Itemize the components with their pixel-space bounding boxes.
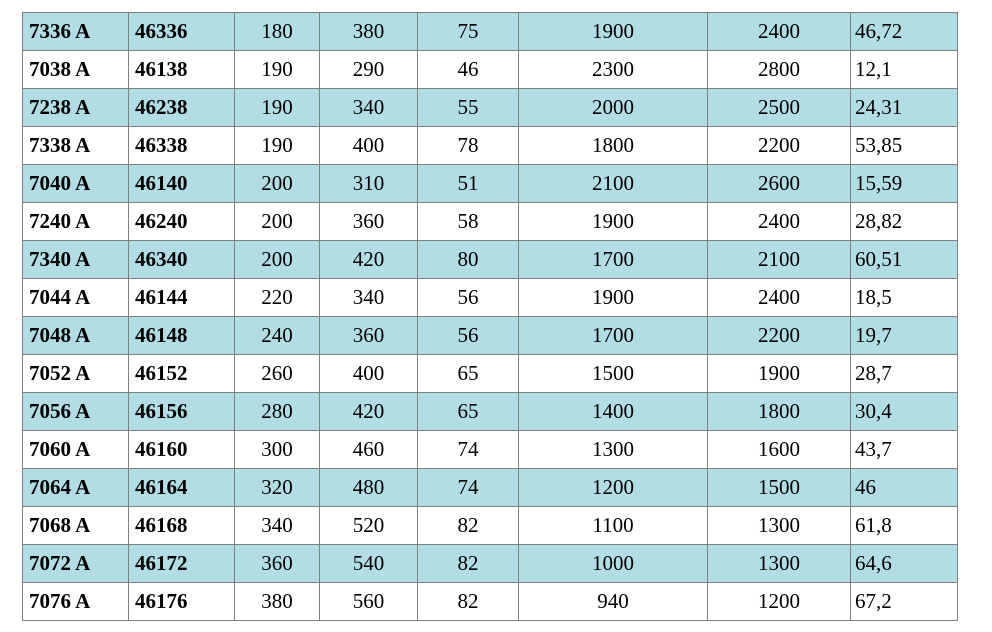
value-cell: 2400 (708, 279, 851, 317)
value-cell: 540 (320, 545, 418, 583)
value-cell: 300 (235, 431, 320, 469)
series-code-cell: 46172 (129, 545, 235, 583)
value-cell: 74 (418, 469, 519, 507)
series-code-cell: 46164 (129, 469, 235, 507)
series-code-cell: 46144 (129, 279, 235, 317)
bearing-designation-cell: 7038 A (23, 51, 129, 89)
table-row (23, 583, 958, 621)
bearing-designation-cell: 7052 A (23, 355, 129, 393)
value-cell: 460 (320, 431, 418, 469)
series-code-cell: 46340 (129, 241, 235, 279)
value-cell: 940 (519, 583, 708, 621)
table-row (23, 317, 958, 355)
mass-cell: 24,31 (851, 89, 958, 127)
value-cell: 310 (320, 165, 418, 203)
value-cell: 200 (235, 165, 320, 203)
value-cell: 560 (320, 583, 418, 621)
value-cell: 1900 (519, 13, 708, 51)
value-cell: 1600 (708, 431, 851, 469)
value-cell: 51 (418, 165, 519, 203)
value-cell: 56 (418, 317, 519, 355)
mass-cell: 28,7 (851, 355, 958, 393)
value-cell: 1100 (519, 507, 708, 545)
mass-cell: 28,82 (851, 203, 958, 241)
mass-cell: 43,7 (851, 431, 958, 469)
mass-cell: 30,4 (851, 393, 958, 431)
table-row (23, 165, 958, 203)
value-cell: 200 (235, 241, 320, 279)
bearing-table-wrapper (22, 12, 958, 621)
series-code-cell: 46240 (129, 203, 235, 241)
series-code-cell: 46148 (129, 317, 235, 355)
value-cell: 65 (418, 393, 519, 431)
mass-cell: 46,72 (851, 13, 958, 51)
table-row (23, 507, 958, 545)
value-cell: 2200 (708, 317, 851, 355)
value-cell: 65 (418, 355, 519, 393)
bearing-table (22, 12, 958, 621)
value-cell: 1200 (519, 469, 708, 507)
value-cell: 75 (418, 13, 519, 51)
series-code-cell: 46176 (129, 583, 235, 621)
value-cell: 46 (418, 51, 519, 89)
mass-cell: 67,2 (851, 583, 958, 621)
value-cell: 1400 (519, 393, 708, 431)
value-cell: 1700 (519, 241, 708, 279)
value-cell: 2300 (519, 51, 708, 89)
table-row (23, 203, 958, 241)
value-cell: 190 (235, 89, 320, 127)
value-cell: 340 (320, 279, 418, 317)
bearing-designation-cell: 7040 A (23, 165, 129, 203)
value-cell: 55 (418, 89, 519, 127)
value-cell: 1900 (519, 279, 708, 317)
series-code-cell: 46160 (129, 431, 235, 469)
value-cell: 74 (418, 431, 519, 469)
table-row (23, 127, 958, 165)
mass-cell: 12,1 (851, 51, 958, 89)
bearing-designation-cell: 7068 A (23, 507, 129, 545)
value-cell: 1500 (519, 355, 708, 393)
value-cell: 380 (320, 13, 418, 51)
value-cell: 1800 (519, 127, 708, 165)
mass-cell: 15,59 (851, 165, 958, 203)
value-cell: 2800 (708, 51, 851, 89)
bearing-designation-cell: 7238 A (23, 89, 129, 127)
bearing-designation-cell: 7076 A (23, 583, 129, 621)
value-cell: 2200 (708, 127, 851, 165)
mass-cell: 60,51 (851, 241, 958, 279)
value-cell: 400 (320, 355, 418, 393)
value-cell: 240 (235, 317, 320, 355)
value-cell: 2100 (708, 241, 851, 279)
value-cell: 2400 (708, 203, 851, 241)
mass-cell: 61,8 (851, 507, 958, 545)
value-cell: 2000 (519, 89, 708, 127)
value-cell: 420 (320, 393, 418, 431)
table-row (23, 355, 958, 393)
value-cell: 2100 (519, 165, 708, 203)
value-cell: 1300 (708, 545, 851, 583)
value-cell: 1500 (708, 469, 851, 507)
table-row (23, 13, 958, 51)
value-cell: 280 (235, 393, 320, 431)
value-cell: 56 (418, 279, 519, 317)
value-cell: 380 (235, 583, 320, 621)
value-cell: 2600 (708, 165, 851, 203)
value-cell: 2500 (708, 89, 851, 127)
value-cell: 180 (235, 13, 320, 51)
bearing-designation-cell: 7340 A (23, 241, 129, 279)
series-code-cell: 46168 (129, 507, 235, 545)
series-code-cell: 46238 (129, 89, 235, 127)
value-cell: 1300 (708, 507, 851, 545)
value-cell: 340 (320, 89, 418, 127)
bearing-designation-cell: 7048 A (23, 317, 129, 355)
bearing-designation-cell: 7072 A (23, 545, 129, 583)
value-cell: 400 (320, 127, 418, 165)
mass-cell: 64,6 (851, 545, 958, 583)
value-cell: 1900 (519, 203, 708, 241)
value-cell: 1300 (519, 431, 708, 469)
table-row (23, 545, 958, 583)
value-cell: 420 (320, 241, 418, 279)
value-cell: 520 (320, 507, 418, 545)
table-row (23, 241, 958, 279)
value-cell: 1000 (519, 545, 708, 583)
value-cell: 290 (320, 51, 418, 89)
series-code-cell: 46336 (129, 13, 235, 51)
value-cell: 190 (235, 51, 320, 89)
mass-cell: 18,5 (851, 279, 958, 317)
value-cell: 260 (235, 355, 320, 393)
value-cell: 340 (235, 507, 320, 545)
mass-cell: 53,85 (851, 127, 958, 165)
value-cell: 82 (418, 583, 519, 621)
table-row (23, 469, 958, 507)
value-cell: 220 (235, 279, 320, 317)
table-row (23, 51, 958, 89)
table-body (23, 13, 958, 621)
bearing-designation-cell: 7060 A (23, 431, 129, 469)
series-code-cell: 46152 (129, 355, 235, 393)
value-cell: 58 (418, 203, 519, 241)
mass-cell: 19,7 (851, 317, 958, 355)
bearing-designation-cell: 7336 A (23, 13, 129, 51)
series-code-cell: 46156 (129, 393, 235, 431)
series-code-cell: 46338 (129, 127, 235, 165)
bearing-designation-cell: 7338 A (23, 127, 129, 165)
value-cell: 360 (320, 317, 418, 355)
value-cell: 82 (418, 545, 519, 583)
bearing-designation-cell: 7240 A (23, 203, 129, 241)
series-code-cell: 46138 (129, 51, 235, 89)
bearing-designation-cell: 7056 A (23, 393, 129, 431)
value-cell: 360 (320, 203, 418, 241)
series-code-cell: 46140 (129, 165, 235, 203)
table-row (23, 431, 958, 469)
value-cell: 480 (320, 469, 418, 507)
table-row (23, 89, 958, 127)
value-cell: 200 (235, 203, 320, 241)
bearing-designation-cell: 7044 A (23, 279, 129, 317)
value-cell: 80 (418, 241, 519, 279)
value-cell: 190 (235, 127, 320, 165)
value-cell: 1200 (708, 583, 851, 621)
table-row (23, 279, 958, 317)
value-cell: 78 (418, 127, 519, 165)
value-cell: 1700 (519, 317, 708, 355)
bearing-designation-cell: 7064 A (23, 469, 129, 507)
value-cell: 1900 (708, 355, 851, 393)
value-cell: 320 (235, 469, 320, 507)
value-cell: 2400 (708, 13, 851, 51)
value-cell: 360 (235, 545, 320, 583)
table-row (23, 393, 958, 431)
value-cell: 1800 (708, 393, 851, 431)
value-cell: 82 (418, 507, 519, 545)
mass-cell: 46 (851, 469, 958, 507)
